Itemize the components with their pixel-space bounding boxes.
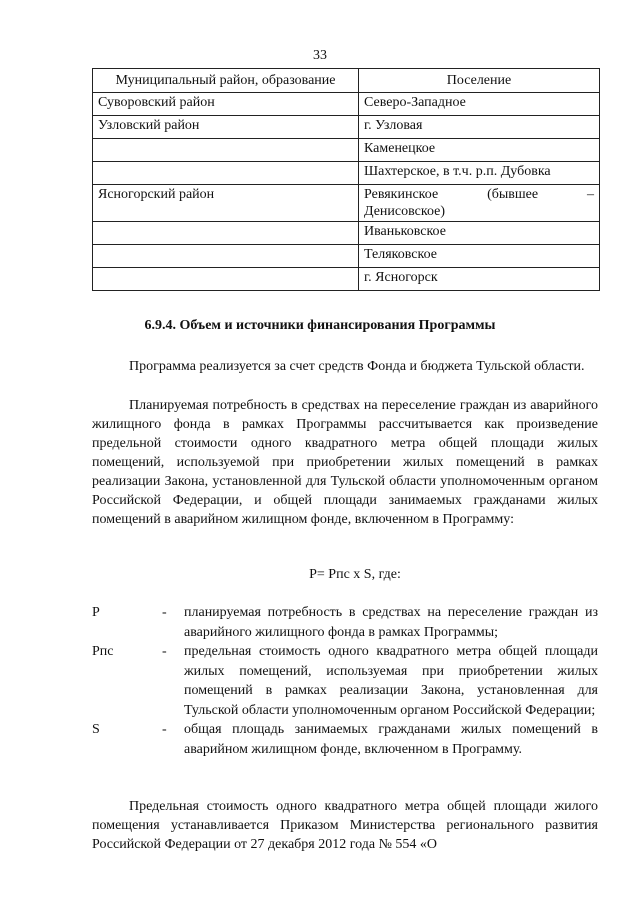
table-row xyxy=(93,268,600,291)
definition-symbol: Р xyxy=(92,605,100,620)
settlement-line-2: Денисовское) xyxy=(364,204,446,219)
definition-item xyxy=(92,720,598,759)
definition-text: планируемая потребность в средствах на переселение граждан из аварийного жилищного фонда в рамках Программы; xyxy=(184,605,598,640)
table-row xyxy=(93,116,600,139)
definition-text: общая площадь занимаемых гражданами жилых помещений в аварийном жилищном фонде, включенном в Программу. xyxy=(184,722,598,757)
cell-district xyxy=(93,268,359,291)
settlement-line-1 xyxy=(364,186,594,203)
cell-settlement: г. Узловая xyxy=(359,116,600,139)
paragraph-2: Планируемая потребность в средствах на переселение граждан из аварийного жилищного фонда в рамках Программы рассчитывается как произведение предельной стоимости одного квадратного метра общей площади жилых помещений, используемой при приобретении жилых помещений в рамках реализации Закона, установленной для Тульской области уполномоченным органом Российской Федерации, и общей площади занимаемых гражданами жилых помещений в аварийном жилищном фонде, включенном в Программу: xyxy=(92,398,598,527)
table-row xyxy=(93,245,600,268)
settlement-note: (бывшее xyxy=(487,187,539,202)
formula: P= Рпс х S, где: xyxy=(309,567,401,582)
definition-dash: - xyxy=(162,722,167,737)
table-row xyxy=(93,93,600,116)
definition-dash: - xyxy=(162,605,167,620)
settlement-dash: – xyxy=(586,187,594,202)
settlement-name: Ревякинское xyxy=(364,187,439,202)
definition-item xyxy=(92,603,598,642)
cell-district xyxy=(93,245,359,268)
table-row xyxy=(93,222,600,245)
definition-text: предельная стоимость одного квадратного метра общей площади жилых помещений, используемая при приобретении жилых помещений в рамках реализации Закона, установленная для Тульской области уполномоченным органом Российской Федерации; xyxy=(184,644,598,718)
paragraph-3: Предельная стоимость одного квадратного метра общей площади жилого помещения устанавливается Приказом Министерства регионального развития Российской Федерации от 27 декабря 2012 года № 554 «О xyxy=(92,799,598,852)
cell-settlement: Шахтерское, в т.ч. р.п. Дубовка xyxy=(359,162,600,185)
header-district: Муниципальный район, образование xyxy=(93,69,359,93)
table-header-row xyxy=(93,69,600,93)
cell-settlement: Северо-Западное xyxy=(359,93,600,116)
settlements-table xyxy=(92,68,600,291)
cell-settlement: Теляковское xyxy=(359,245,600,268)
cell-district xyxy=(93,222,359,245)
definition-symbol: S xyxy=(92,722,100,737)
definition-symbol: Рпс xyxy=(92,644,114,659)
cell-settlement xyxy=(359,185,600,222)
page-number: 33 xyxy=(313,48,327,63)
definition-dash: - xyxy=(162,644,167,659)
cell-district: Ясногорский район xyxy=(93,185,359,222)
cell-district: Узловский район xyxy=(93,116,359,139)
cell-district xyxy=(93,162,359,185)
cell-settlement: г. Ясногорск xyxy=(359,268,600,291)
definition-item xyxy=(92,642,598,720)
cell-settlement: Каменецкое xyxy=(359,139,600,162)
definitions-list xyxy=(92,603,598,759)
paragraph-1: Программа реализуется за счет средств Фонда и бюджета Тульской области. xyxy=(129,359,585,374)
section-heading: 6.9.4. Объем и источники финансирования Программы xyxy=(144,318,496,333)
table-row xyxy=(93,139,600,162)
cell-district xyxy=(93,139,359,162)
table-row xyxy=(93,162,600,185)
header-settlement: Поселение xyxy=(359,69,600,93)
cell-district: Суворовский район xyxy=(93,93,359,116)
cell-settlement: Иваньковское xyxy=(359,222,600,245)
table-row xyxy=(93,185,600,222)
